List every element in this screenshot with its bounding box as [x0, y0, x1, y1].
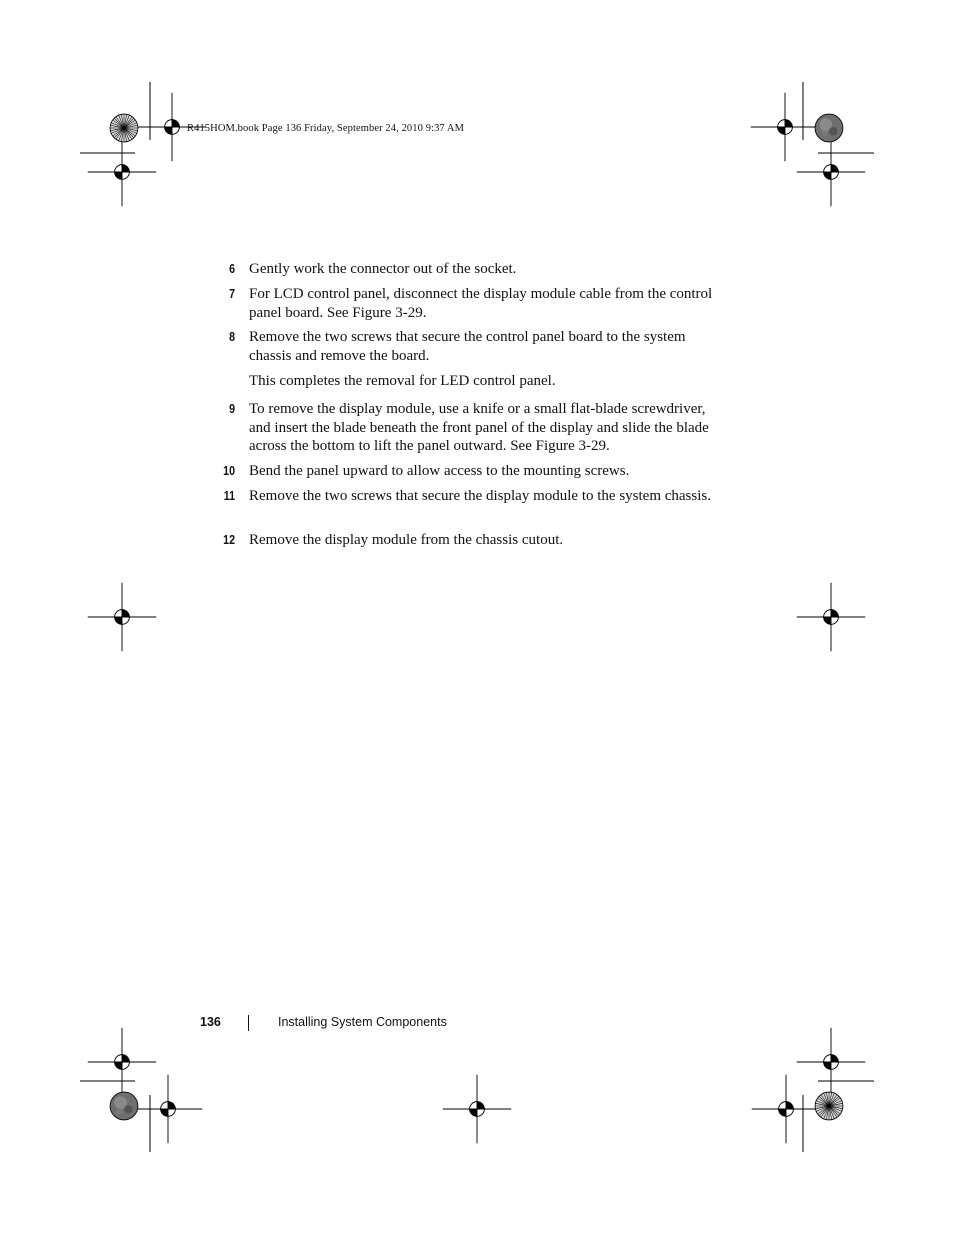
- step-number: 8: [229, 330, 235, 344]
- page-number: 136: [200, 1015, 221, 1029]
- step-number: 6: [229, 262, 235, 276]
- completion-note: This completes the removal for LED control panel.: [249, 373, 556, 389]
- step-text: Remove the two screws that secure the control panel board to the system chassis and remove the board.: [249, 329, 686, 364]
- step-text: Bend the panel upward to allow access to the mounting screws.: [249, 463, 630, 479]
- section-title: Installing System Components: [278, 1015, 447, 1029]
- step-text: For LCD control panel, disconnect the display module cable from the control panel board. See Figure 3-29.: [249, 286, 713, 321]
- step-number: 11: [223, 489, 235, 503]
- step-text: Remove the display module from the chassis cutout.: [249, 532, 564, 548]
- footer-divider: [248, 1015, 249, 1031]
- step-number: 9: [229, 402, 235, 416]
- step-text: Gently work the connector out of the socket.: [249, 261, 517, 277]
- step-number: 10: [223, 464, 235, 478]
- step-text: Remove the two screws that secure the display module to the system chassis.: [249, 488, 711, 504]
- step-number: 7: [229, 287, 235, 301]
- step-number: 12: [223, 533, 235, 547]
- print-header: R415HOM.book Page 136 Friday, September 24, 2010 9:37 AM: [187, 123, 465, 134]
- step-text: To remove the display module, use a knife or a small flat-blade screwdriver, and insert the blade beneath the front panel of the display and slide the blade across the bottom to lift the panel outward. See Figure 3-29.: [249, 401, 709, 454]
